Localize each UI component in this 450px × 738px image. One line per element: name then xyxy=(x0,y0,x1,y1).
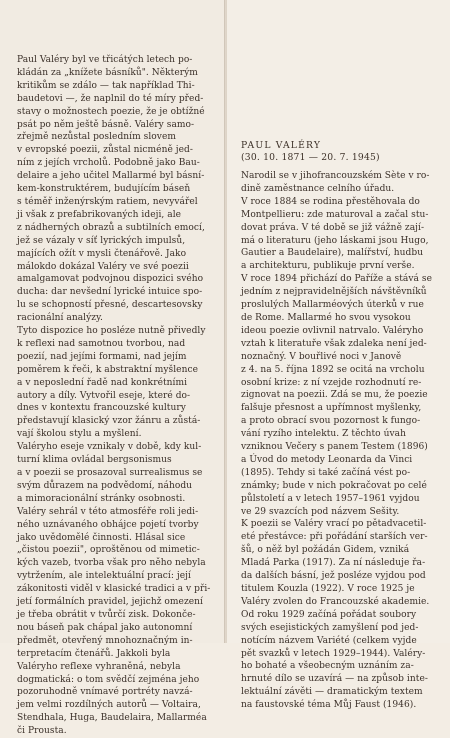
text-line: Valéry sehrál v této atmosféře roli jedi- xyxy=(17,506,199,517)
text-line: ji však z prefabrikovaných ideji, ale xyxy=(17,209,182,220)
text-line: ného uznávaného obhájce pojetí tvorby xyxy=(17,519,199,530)
text-line: Tyto dispozice ho posléze nutně přivedly xyxy=(17,326,206,337)
text-line: psát po něm ještě básně. Valéry samo- xyxy=(17,119,195,130)
text-line: jako uvědomělé činnosti. Hlásal sice xyxy=(17,532,186,543)
text-line: K poezii se Valéry vrací po pětadvacetil- xyxy=(241,519,427,530)
right-page xyxy=(227,0,450,711)
text-line: poezií, nad jejími formami, nad jejím xyxy=(17,351,187,362)
text-line: osobní krize: z ní vzejde rozhodnutí re- xyxy=(241,377,422,388)
author-name: PAUL VALÉRY xyxy=(241,140,322,151)
text-line: jedním z nejpravidelnějších návštěvníků xyxy=(241,287,427,298)
text-line: da dalších básní, jež posléze vyjdou pod xyxy=(241,571,426,582)
text-line: Gautier a Baudelaire), malířství, hudbu xyxy=(241,248,424,259)
text-line: Valéry zvolen do Francouzské akademie. xyxy=(241,596,430,607)
text-line: k reflexi nad samotnou tvorbou, nad xyxy=(17,338,186,349)
text-line: vytržením, ale intelektuální prací: její xyxy=(17,571,191,582)
text-line: a v neposlední řadě nad konkrétními xyxy=(17,377,188,388)
text-line: amalgamovat podvojnou dispozici svého xyxy=(17,274,204,285)
text-line: proslulých Mallarméových úterků v rue xyxy=(241,300,424,311)
left-page xyxy=(0,0,224,737)
text-line: má o literaturu (jeho láskami jsou Hugo, xyxy=(241,235,429,246)
text-line: svých esejistických zamyšlení pod jed- xyxy=(241,622,419,633)
text-line: málokdo dokázal Valéry ve své poezii xyxy=(17,261,189,272)
text-line: stavy o možnostech poezie, že je obtížné xyxy=(17,106,205,117)
text-line: ve 29 svazcích pod názvem Sešity. xyxy=(241,506,400,517)
text-line: šů, o něž byl požádán Gidem, vzniká xyxy=(241,545,410,556)
text-line: Od roku 1929 začíná pořádat soubory xyxy=(241,609,417,620)
text-line: hrnuté dílo se uzavírá — na způsob inte- xyxy=(241,674,428,685)
author-heading xyxy=(241,140,380,164)
text-line: racionální analýzy. xyxy=(17,313,103,324)
text-line: vzniknou Večery s panem Testem (1896) xyxy=(241,442,428,453)
text-line: dovat práva. V té době se již vážně zají- xyxy=(241,222,425,233)
text-line: V roce 1884 se rodina přestěhovala do xyxy=(241,196,420,207)
left-page-text xyxy=(17,54,217,738)
text-line: předmět, otevřený mnohoznačným in- xyxy=(17,635,193,646)
text-line: Mladá Parka (1917). Za ní následuje řa- xyxy=(241,558,426,569)
text-line: kem-konstruktérem, budujícím báseň xyxy=(17,184,191,195)
text-line: známky; bude v nich pokračovat po celé xyxy=(241,480,427,491)
text-line: turní klima ovládal bergsonismus xyxy=(17,455,172,466)
text-line: vání ryzího intelektu. Z těchto úvah xyxy=(241,429,406,440)
text-line: lektuální závěti — dramatickým textem xyxy=(241,687,423,698)
text-line: pozoruhodně vnímavé portréty navzá- xyxy=(17,687,193,698)
text-line: vztah k literatuře však zdaleka není jed- xyxy=(241,338,427,349)
text-line: dině zaměstnance celního úřadu. xyxy=(241,183,395,194)
text-line: pět svazků v letech 1929–1944). Valéry- xyxy=(241,648,426,659)
text-line: z nádherných obrazů a subtilních emocí, xyxy=(17,222,205,233)
text-line: dogmatická: o tom svědčí zejména jeho xyxy=(17,674,200,685)
text-line: jež se vázaly v síť lyrických impulsů, xyxy=(17,235,186,246)
text-line: kých vazeb, tvorba však pro něho nebyla xyxy=(17,558,206,569)
text-line: majících ožít v mysli čtenářově. Jako xyxy=(17,248,187,259)
text-line: (1895). Tehdy si také začíná vést po- xyxy=(241,467,411,478)
text-line: poměrem k řeči, k abstraktní myšlence xyxy=(17,364,198,375)
text-line: na faustovské téma Můj Faust (1946). xyxy=(241,700,417,711)
text-line: s téměř inženýrským ratiem, nevyvářel xyxy=(17,196,198,207)
author-dates: (30. 10. 1871 — 20. 7. 1945) xyxy=(241,152,380,163)
text-line: dnes v kontextu francouzské kultury xyxy=(17,403,186,414)
text-line: je třeba obrátit v tvůrčí zisk. Dokonče- xyxy=(17,609,196,620)
text-line: terpretacím čtenářů. Jakkoli byla xyxy=(17,648,171,659)
text-line: lu se schopností přesné, descartesovsky xyxy=(17,300,203,311)
text-line: delaire a jeho učitel Mallarmé byl básní- xyxy=(17,171,205,182)
text-line: zákonitosti viděl v klasické tradici a v při- xyxy=(17,584,211,595)
text-line: ním z jejích vrcholů. Podobně jako Bau- xyxy=(17,158,200,169)
text-line: de Rome. Mallarmé ho svou vysokou xyxy=(241,312,411,323)
text-line: svým důrazem na podvědomí, náhodu xyxy=(17,480,193,491)
text-line: a v poezii se prosazoval surrealismus se xyxy=(17,468,203,478)
text-line: v evropské poezii, zůstal nicméně jed- xyxy=(17,145,193,156)
text-line: zignovat na poezii. Zdá se mu, že poezie xyxy=(241,390,428,401)
text-line: Valéryho reflexe vyhraněná, nebyla xyxy=(17,661,181,672)
text-line: či Prousta. xyxy=(17,726,67,737)
text-line: Narodil se v jihofrancouzském Sète v ro- xyxy=(241,171,430,181)
text-line: V roce 1894 přichází do Paříže a stává se xyxy=(241,274,432,285)
text-line: kritikům se zdálo — tak například Thi- xyxy=(17,80,195,91)
text-line: Paul Valéry byl ve třicátých letech po- xyxy=(17,55,193,65)
text-line: falšuje přesnost a upřímnost myšlenky, xyxy=(241,403,422,414)
text-line: ho bohaté a všeobecným uznáním za- xyxy=(241,661,414,672)
right-page-text xyxy=(241,170,440,712)
text-line: a proto obrací svou pozornost k fungo- xyxy=(241,416,421,427)
text-line: zřejmě nezůstal posledním slovem xyxy=(17,132,176,143)
text-line: z 4. na 5. října 1892 se ocitá na vrcholu xyxy=(241,364,425,375)
text-line: představují klasický vzor žánru a zůstá- xyxy=(17,416,201,427)
text-line: a architekturu, publikuje první verše. xyxy=(241,261,415,272)
text-line: ideou poezie ovlivnil natrvalo. Valéryho xyxy=(241,325,424,336)
text-line: eté přestávce: při pořádání starších ver- xyxy=(241,532,428,543)
text-line: noznačný. V bouřlivé noci v Janově xyxy=(241,351,402,362)
text-line: ducha: dar nevšední lyrické intuice spo- xyxy=(17,287,203,298)
text-line: Montpellieru: zde maturoval a začal stu- xyxy=(241,209,429,220)
text-line: jem velmi rozdílných autorů — Voltaira, xyxy=(17,700,201,711)
text-line: jetí formálních pravidel, jejichž omezení xyxy=(17,597,204,608)
text-line: autory a díly. Vytvořil eseje, které do- xyxy=(17,390,191,401)
text-line: a mimoracionální stránky osobnosti. xyxy=(17,493,186,504)
text-line: nou báseň pak chápal jako autonomní xyxy=(17,622,193,633)
text-line: půlstoletí a v letech 1957–1961 vyjdou xyxy=(241,493,420,504)
text-line: notícím názvem Variété (celkem vyjde xyxy=(241,635,417,646)
text-line: kládán za „knížete básníků". Některým xyxy=(17,67,198,78)
text-line: titulem Kouzla (1922). V roce 1925 je xyxy=(241,584,415,594)
text-line: a Úvod do metody Leonarda da Vinci xyxy=(241,454,413,465)
text-line: „čistou poezii", oproštěnou od mimetic- xyxy=(17,545,200,556)
text-line: vají školou stylu a myšlení. xyxy=(17,429,142,440)
text-line: baudetovi —, že naplnil do té míry před- xyxy=(17,93,204,104)
text-line: Valéryho eseje vznikaly v době, kdy kul- xyxy=(17,442,202,453)
text-line: Stendhala, Huga, Baudelaira, Mallarméa xyxy=(17,713,207,724)
